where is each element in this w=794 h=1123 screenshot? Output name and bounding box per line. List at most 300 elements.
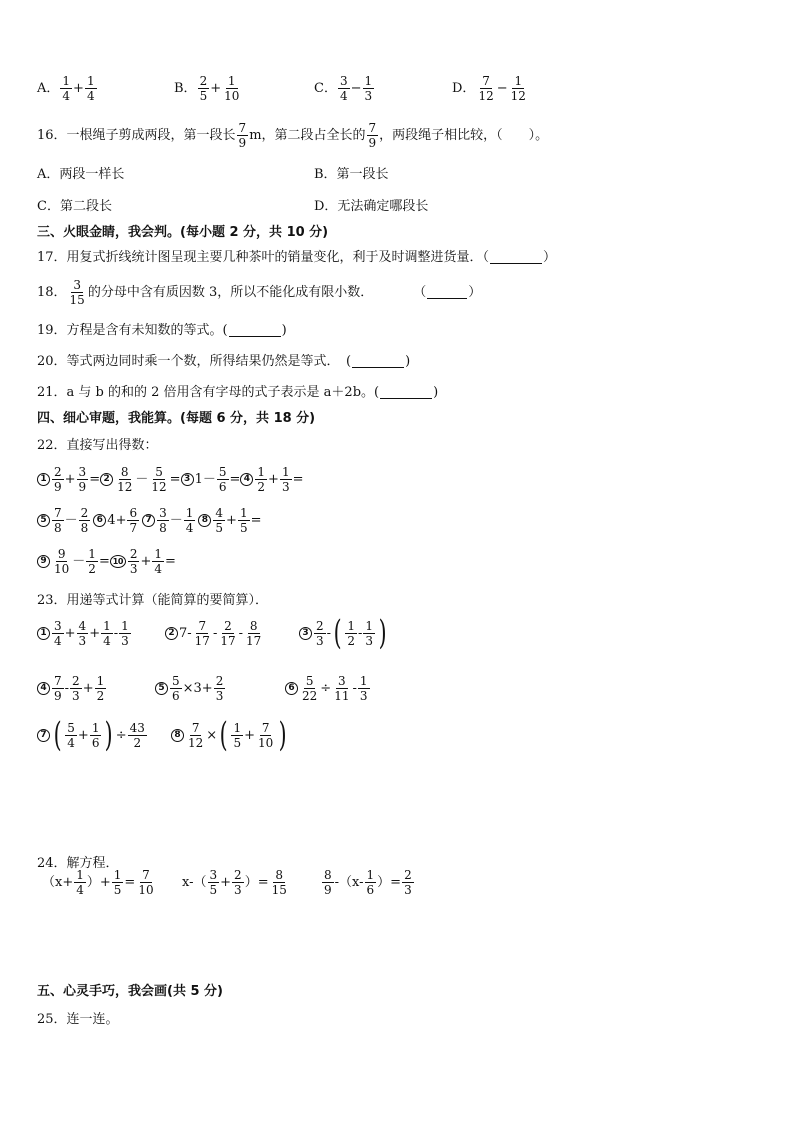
text: +: [73, 80, 84, 96]
numerator: 7: [191, 720, 200, 735]
text: ，两段绳子相比较，（ ）。: [379, 128, 549, 143]
text: +: [64, 472, 76, 487]
denominator: 3: [72, 688, 80, 703]
section-3-heading: [37, 226, 328, 239]
denominator: 4: [339, 88, 348, 103]
numerator: 7: [261, 720, 270, 735]
text: －: [72, 554, 86, 569]
denominator: 9: [368, 136, 377, 150]
q25-title: [37, 1013, 119, 1026]
text: ×: [206, 727, 218, 743]
text: ）: [543, 250, 557, 265]
fraction: [60, 75, 72, 102]
numerator: 1: [347, 618, 355, 633]
q22-row-2: [37, 507, 262, 534]
q23-expr-2: [165, 620, 264, 647]
fraction: [231, 722, 243, 749]
fraction: [52, 466, 64, 493]
q15-option-b: [174, 75, 242, 102]
text: ): [433, 385, 439, 400]
section-4-heading: [37, 412, 315, 425]
numerator: 5: [172, 673, 180, 688]
denominator: 4: [54, 633, 62, 648]
text: C．: [314, 80, 337, 96]
fraction: [52, 548, 71, 575]
denominator: 3: [281, 480, 290, 494]
q23-expr-8: [171, 715, 290, 755]
q23-expr-7: [37, 715, 148, 755]
fraction: [402, 869, 414, 896]
denominator: 4: [86, 88, 95, 103]
denominator: 3: [359, 688, 368, 703]
q22-row-1: [37, 466, 304, 493]
text: 24．解方程．: [37, 856, 119, 871]
text: =: [165, 554, 176, 569]
numerator: 1: [227, 73, 236, 88]
denominator: 9: [324, 882, 332, 897]
circled-number: 2: [165, 627, 178, 640]
fraction: [85, 75, 97, 102]
denominator: 3: [121, 633, 129, 648]
fraction: [157, 507, 169, 534]
text: +: [226, 513, 237, 528]
text: =: [229, 472, 241, 487]
fraction: [256, 722, 275, 749]
numerator: 8: [120, 465, 129, 479]
numerator: 2: [72, 673, 80, 688]
numerator: 9: [57, 547, 66, 561]
q16-option-b: [314, 168, 389, 181]
answer-blank[interactable]: [229, 324, 281, 337]
numerator: 7: [142, 867, 150, 882]
numerator: 1: [365, 618, 373, 633]
text: −: [350, 80, 362, 96]
numerator: 5: [67, 720, 75, 735]
fraction: [127, 507, 139, 534]
numerator: 1: [96, 673, 105, 688]
numerator: 3: [54, 618, 62, 633]
q23-expr-1: [37, 620, 132, 647]
text: A．: [37, 80, 60, 96]
numerator: 2: [404, 867, 412, 882]
denominator: 5: [233, 735, 242, 750]
q16-option-d: [314, 200, 428, 213]
text: =: [250, 513, 262, 528]
q16-question: [37, 122, 548, 149]
denominator: 3: [129, 562, 138, 576]
denominator: 3: [78, 633, 87, 648]
denominator: 9: [54, 688, 62, 703]
circled-number: 8: [171, 729, 184, 742]
denominator: 12: [188, 735, 204, 750]
q23-expr-5: [155, 675, 226, 702]
fraction: [218, 620, 237, 647]
fraction: [322, 869, 334, 896]
text: 20．等式两边同时乘一个数，所得结果仍然是等式． (: [37, 354, 352, 369]
denominator: 2: [96, 688, 105, 703]
q20: [37, 355, 410, 368]
fraction: [74, 869, 86, 896]
circled-number: 4: [37, 682, 50, 695]
q24-eq-2: [182, 869, 290, 896]
fraction: [270, 869, 289, 896]
answer-blank[interactable]: [427, 286, 467, 299]
circled-number: 10: [110, 555, 126, 568]
numerator: 4: [78, 618, 87, 633]
text: C．第二段长: [37, 199, 112, 214]
numerator: 1: [103, 618, 111, 633]
numerator: 1: [514, 73, 523, 88]
q22-title: [37, 439, 158, 452]
text: A．两段一样长: [37, 167, 125, 182]
numerator: 1: [233, 720, 242, 735]
text: -（x-: [334, 874, 364, 890]
denominator: 6: [172, 688, 180, 703]
numerator: 1: [86, 73, 95, 88]
numerator: 2: [234, 867, 242, 882]
large-parenthesis: (: [219, 715, 228, 755]
denominator: 7: [129, 521, 138, 535]
denominator: 4: [62, 88, 71, 103]
text: 7-: [179, 625, 192, 641]
denominator: 8: [159, 521, 167, 535]
text: ): [405, 354, 411, 369]
section-5-heading: [37, 985, 223, 998]
text: -: [238, 625, 244, 641]
fraction: [101, 620, 113, 647]
text: －: [169, 513, 183, 528]
text: 16．一根绳子剪成两段，第一段长: [37, 128, 236, 143]
fraction: [365, 869, 377, 896]
q23-expr-6: [285, 675, 371, 702]
text: -: [326, 625, 332, 641]
numerator: 5: [155, 465, 163, 479]
numerator: 43: [129, 720, 145, 735]
numerator: 8: [249, 618, 258, 633]
numerator: 1: [76, 867, 84, 882]
circled-number: 5: [155, 682, 168, 695]
text: =: [124, 874, 136, 890]
denominator: 10: [54, 562, 70, 576]
q15-option-a: [37, 75, 98, 102]
denominator: 3: [364, 88, 373, 103]
answer-blank[interactable]: [352, 355, 404, 368]
fraction: [367, 122, 379, 149]
large-parenthesis: (: [53, 715, 62, 755]
denominator: 5: [113, 882, 122, 897]
text: =: [89, 472, 101, 487]
large-parenthesis: ): [278, 715, 287, 755]
text: 18．: [37, 285, 67, 300]
fraction: [213, 507, 225, 534]
denominator: 3: [234, 882, 242, 897]
text: 三、火眼金睛，我会判。(每小题 2 分，共 10 分): [37, 225, 329, 240]
q22-row-3: [37, 548, 176, 575]
denominator: 3: [316, 633, 324, 648]
numerator: 3: [339, 73, 348, 88]
denominator: 4: [154, 562, 163, 576]
q17: [37, 251, 556, 264]
circled-number: 5: [37, 514, 50, 527]
text: 的分母中含有质因数 3，所以不能化成有限小数．: [87, 285, 374, 300]
fraction: [79, 507, 91, 534]
numerator: 2: [316, 618, 324, 633]
fraction: [232, 869, 244, 896]
fraction: [149, 466, 168, 493]
fraction: [112, 869, 124, 896]
text: 19．方程是含有未知数的等式。(: [37, 323, 228, 338]
fraction: [208, 869, 220, 896]
fraction: [52, 675, 64, 702]
fraction: [358, 675, 370, 702]
circled-number: 7: [142, 514, 155, 527]
numerator: 3: [338, 673, 346, 688]
fraction: [70, 675, 82, 702]
fraction: [152, 548, 164, 575]
text: 四、细心审题，我能算。(每题 6 分，共 18 分): [37, 411, 316, 426]
numerator: 8: [324, 867, 332, 882]
denominator: 10: [258, 735, 274, 750]
denominator: 12: [117, 480, 133, 494]
numerator: 7: [54, 506, 62, 520]
circled-number: 4: [240, 473, 253, 486]
denominator: 17: [220, 633, 236, 648]
denominator: 3: [365, 633, 373, 648]
fraction: [363, 620, 375, 647]
numerator: 1: [359, 673, 368, 688]
numerator: 1: [88, 547, 96, 561]
fraction: [77, 620, 89, 647]
text: =: [169, 472, 181, 487]
circled-number: 8: [198, 514, 211, 527]
q24-eq-1: [42, 869, 157, 896]
text: －: [135, 472, 149, 487]
answer-blank[interactable]: [490, 251, 542, 264]
numerator: 3: [78, 465, 87, 479]
circled-number: 9: [37, 555, 50, 568]
text: +: [210, 80, 222, 96]
numerator: 1: [257, 465, 266, 479]
text: 22．直接写出得数：: [37, 438, 158, 453]
q19: [37, 324, 287, 337]
numerator: 7: [198, 618, 207, 633]
text: B．第一段长: [314, 167, 389, 182]
text: B．: [174, 80, 197, 96]
text: -: [352, 680, 357, 696]
text: 25．连一连。: [37, 1012, 119, 1027]
denominator: 10: [138, 882, 154, 897]
text: -: [113, 625, 119, 641]
text: =: [292, 472, 304, 487]
numerator: 2: [129, 547, 138, 561]
numerator: 2: [199, 73, 208, 88]
text: ）+: [86, 874, 111, 890]
text: 1－: [194, 472, 216, 487]
numerator: 2: [54, 465, 62, 479]
text: -: [357, 625, 363, 641]
text: ×3+: [182, 680, 213, 696]
text: -: [212, 625, 218, 641]
denominator: 9: [238, 136, 247, 150]
large-parenthesis: ): [105, 715, 114, 755]
fraction: [509, 75, 528, 102]
large-parenthesis: ): [378, 613, 387, 653]
text: +: [244, 727, 255, 743]
text: +: [268, 472, 279, 487]
text: +: [89, 625, 101, 641]
text: ）: [468, 285, 482, 300]
denominator: 5: [199, 88, 208, 103]
numerator: 3: [159, 506, 167, 520]
numerator: 1: [121, 618, 129, 633]
q23-expr-4: [37, 675, 107, 702]
numerator: 2: [215, 673, 224, 688]
text: −: [496, 80, 508, 96]
text: -: [64, 680, 70, 696]
q23-title: [37, 594, 268, 607]
fraction: [217, 466, 229, 493]
denominator: 17: [246, 633, 262, 648]
fraction: [338, 75, 350, 102]
text: （x+: [42, 874, 74, 890]
text: （: [413, 285, 427, 300]
numerator: 1: [113, 867, 122, 882]
denominator: 5: [239, 521, 248, 535]
fraction: [90, 722, 102, 749]
fraction: [280, 466, 292, 493]
fraction: [332, 675, 351, 702]
numerator: 1: [154, 547, 163, 561]
numerator: 7: [54, 673, 62, 688]
text: 17．用复式折线统计图呈现主要几种茶叶的销量变化，利于及时调整进货量．（: [37, 250, 490, 265]
numerator: 1: [91, 720, 100, 735]
circled-number: 6: [93, 514, 106, 527]
denominator: 3: [404, 882, 412, 897]
text: m，第二段占全长的: [249, 128, 366, 143]
text: 21．a 与 b 的和的 2 倍用含有字母的式子表示是 a＋2b。(: [37, 385, 380, 400]
q16-option-a: [37, 168, 124, 181]
numerator: 8: [275, 867, 284, 882]
numerator: 3: [73, 278, 81, 292]
denominator: 3: [215, 688, 224, 703]
text: +: [220, 874, 232, 890]
fraction: [363, 75, 375, 102]
numerator: 1: [366, 867, 375, 882]
denominator: 15: [69, 293, 85, 307]
q15-option-c: [314, 75, 375, 102]
numerator: 5: [305, 673, 314, 688]
numerator: 7: [368, 121, 377, 135]
text: ÷: [115, 727, 127, 743]
q24-eq-3: [321, 869, 415, 896]
denominator: 8: [54, 521, 62, 535]
fraction: [128, 722, 147, 749]
text: 五、心灵手巧，我会画(共 5 分): [37, 984, 223, 999]
fraction: [170, 675, 182, 702]
text: D．: [452, 80, 476, 96]
denominator: 10: [224, 88, 240, 103]
fraction: [238, 507, 250, 534]
circled-number: 6: [285, 682, 298, 695]
numerator: 3: [209, 867, 218, 882]
text: ）=: [244, 874, 269, 890]
circled-number: 1: [37, 473, 50, 486]
numerator: 6: [129, 506, 138, 520]
text: ÷: [320, 680, 332, 696]
fraction: [65, 722, 77, 749]
circled-number: 7: [37, 729, 50, 742]
text: x-（: [182, 874, 207, 890]
numerator: 2: [224, 618, 232, 633]
large-parenthesis: (: [333, 613, 342, 653]
denominator: 2: [257, 480, 266, 494]
fraction: [184, 507, 196, 534]
fraction: [314, 620, 326, 647]
text: ): [281, 323, 287, 338]
fraction: [86, 548, 98, 575]
numerator: 5: [218, 465, 227, 479]
q18: [37, 279, 481, 306]
circled-number: 3: [299, 627, 312, 640]
fraction: [136, 869, 155, 896]
text: D．无法确定哪段长: [314, 199, 429, 214]
fraction: [115, 466, 134, 493]
fraction: [128, 548, 140, 575]
numerator: 2: [80, 506, 89, 520]
denominator: 2: [347, 633, 355, 648]
denominator: 17: [194, 633, 210, 648]
fraction: [186, 722, 205, 749]
denominator: 5: [215, 521, 224, 535]
numerator: 1: [62, 73, 71, 88]
denominator: 15: [271, 882, 287, 897]
circled-number: 3: [181, 473, 194, 486]
numerator: 1: [281, 465, 290, 479]
text: =: [98, 554, 110, 569]
numerator: 1: [364, 73, 373, 88]
denominator: 12: [151, 480, 167, 494]
fraction: [52, 620, 64, 647]
q15-option-d: [452, 75, 529, 102]
denominator: 6: [366, 882, 375, 897]
fraction: [198, 75, 210, 102]
numerator: 1: [239, 506, 248, 520]
denominator: 4: [67, 735, 75, 750]
fraction: [52, 507, 64, 534]
fraction: [300, 675, 319, 702]
denominator: 6: [218, 480, 227, 494]
denominator: 4: [103, 633, 111, 648]
denominator: 9: [78, 480, 87, 494]
text: ）=: [377, 874, 402, 890]
denominator: 11: [334, 688, 350, 703]
circled-number: 2: [100, 473, 113, 486]
denominator: 8: [80, 521, 89, 535]
fraction: [119, 620, 131, 647]
denominator: 9: [54, 480, 62, 494]
answer-blank[interactable]: [380, 386, 432, 399]
numerator: 4: [215, 506, 224, 520]
fraction: [77, 466, 89, 493]
denominator: 12: [510, 88, 526, 103]
text: +: [140, 554, 152, 569]
fraction: [476, 75, 495, 102]
text: －: [64, 513, 78, 528]
text: +: [82, 680, 94, 696]
q23-expr-3: [299, 613, 389, 653]
fraction: [244, 620, 263, 647]
numerator: 7: [238, 121, 247, 135]
